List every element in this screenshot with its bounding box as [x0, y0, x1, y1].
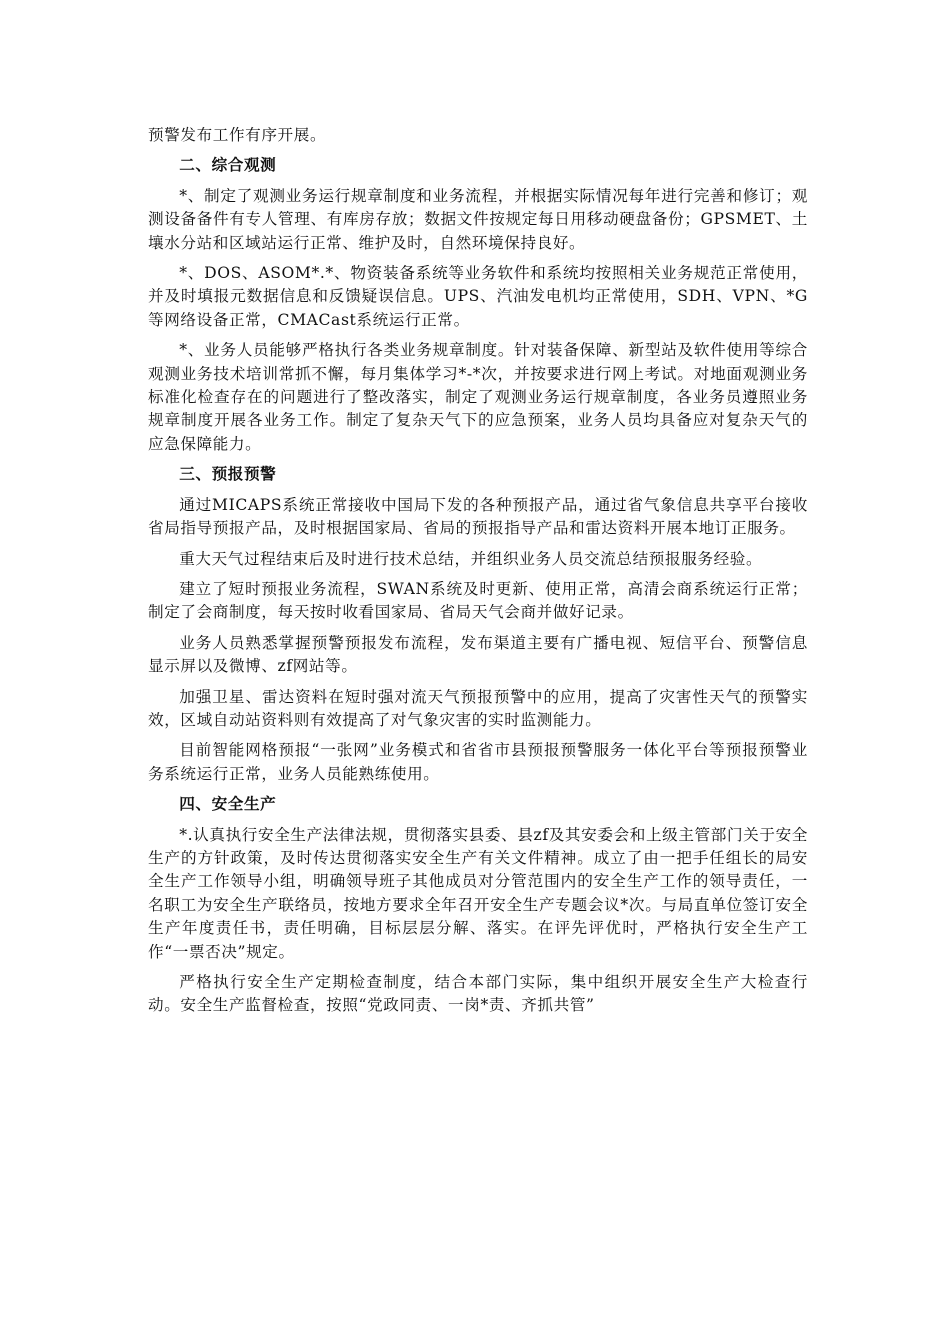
paragraph: 通过MICAPS系统正常接收中国局下发的各种预报产品，通过省气象信息共享平台接收省局指导预报产品，及时根据国家局、省局的预报指导产品和雷达资料开展本地订正服务。 [148, 495, 808, 538]
paragraph: 目前智能网格预报“一张网”业务模式和省省市县预报预警服务一体化平台等预报预警业务系统运行正常，业务人员能熟练使用。 [148, 741, 808, 783]
paragraph: 业务人员熟悉掌握预警预报发布流程，发布渠道主要有广播电视、短信平台、预警信息显示屏以及微博、zf网站等。 [148, 633, 808, 676]
paragraph: *、DOS、ASOM*.*、物资装备系统等业务软件和系统均按照相关业务规范正常使用，并及时填报元数据信息和反馈疑误信息。UPS、汽油发电机均正常使用，SDH、VPN、*G等网络设备正常，CMACast系统运行正常。 [148, 264, 808, 329]
paragraph: *.认真执行安全生产法律法规，贯彻落实县委、县zf及其安委会和上级主管部门关于安全生产的方针政策，及时传达贯彻落实安全生产有关文件精神。成立了由一把手任组长的局安全生产工作领导小组，明确领导班子其他成员对分管范围内的安全生产工作的领导责任，一名职工为安全生产联络员，按地方要求全年召开安全生产专题会议*次。与局直单位签订安全生产年度责任书，责任明确，目标层层分解、落实。在评先评优时，严格执行安全生产工作“一票否决”规定。 [148, 825, 808, 961]
section-comprehensive-observation [148, 154, 808, 456]
section-heading: 四、安全生产 [179, 795, 277, 814]
lead-paragraph: 预警发布工作有序开展。 [148, 126, 327, 144]
paragraph: *、业务人员能够严格执行各类业务规章制度。针对装备保障、新型站及软件使用等综合观测业务技术培训常抓不懈，每月集体学习*-*次，并按要求进行网上考试。对地面观测业务标准化检查存在的问题进行了整改落实，制定了观测业务运行规章制度，各业务员遵照业务规章制度开展各业务工作。制定了复杂天气下的应急预案，业务人员均具备应对复杂天气的应急保障能力。 [148, 341, 808, 453]
paragraph: *、制定了观测业务运行规章制度和业务流程，并根据实际情况每年进行完善和修订；观测设备备件有专人管理、有库房存放；数据文件按规定每日用移动硬盘备份；GPSMET、土壤水分站和区域站运行正常、维护及时，自然环境保持良好。 [148, 186, 808, 252]
section-safety-production [148, 793, 808, 1018]
paragraph: 加强卫星、雷达资料在短时强对流天气预报预警中的应用，提高了灾害性天气的预警实效，区域自动站资料则有效提高了对气象灾害的实时监测能力。 [148, 687, 808, 729]
section-heading: 三、预报预警 [179, 465, 277, 484]
paragraph: 建立了短时预报业务流程，SWAN系统及时更新、使用正常，高清会商系统运行正常；制定了会商制度，每天按时收看国家局、省局天气会商并做好记录。 [148, 579, 808, 622]
paragraph: 重大天气过程结束后及时进行技术总结，并组织业务人员交流总结预报服务经验。 [179, 549, 763, 568]
paragraph: 严格执行安全生产定期检查制度，结合本部门实际，集中组织开展安全生产大检查行动。安全生产监督检查，按照“党政同责、一岗*责、齐抓共管” [148, 973, 808, 1015]
document-page [148, 124, 808, 1025]
section-heading: 二、综合观测 [179, 156, 277, 175]
section-forecast-warning [148, 463, 808, 786]
